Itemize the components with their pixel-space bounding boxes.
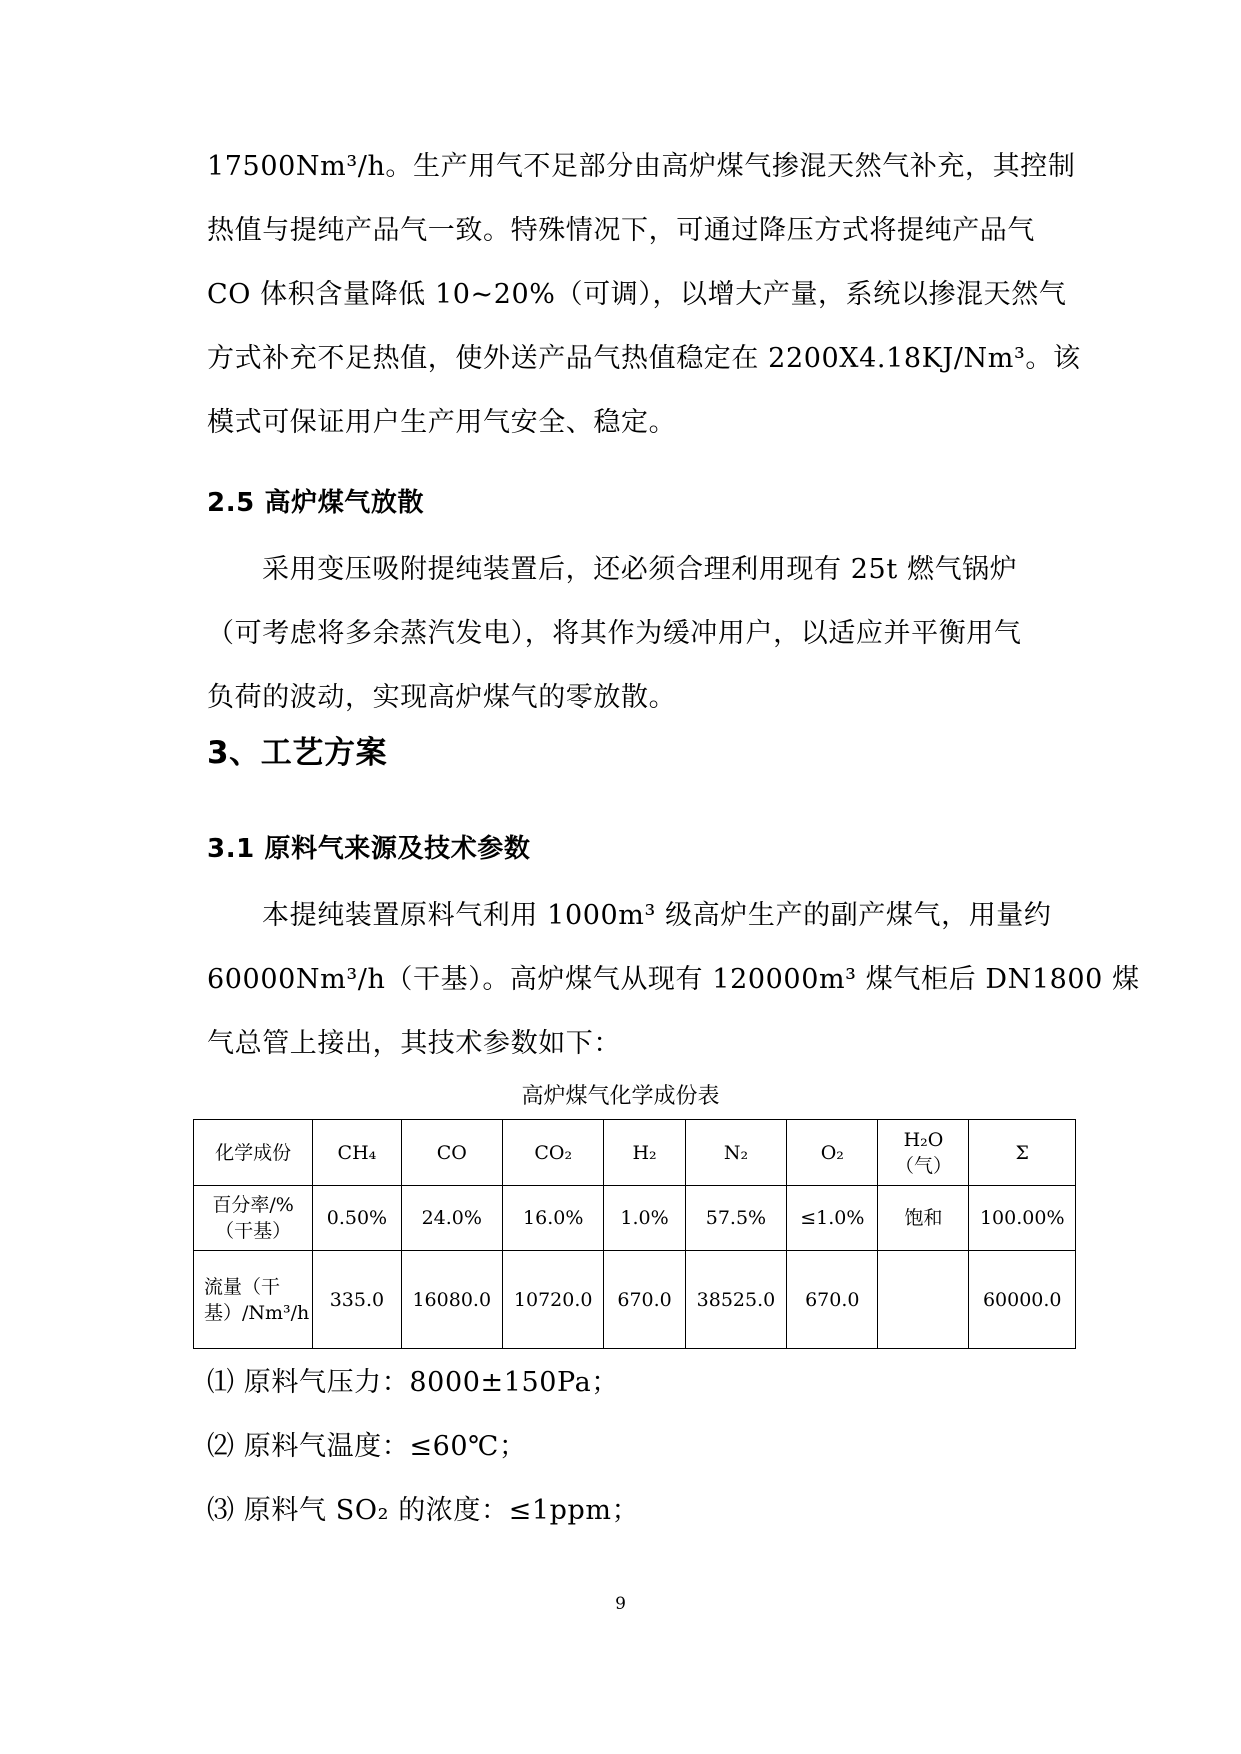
table-header-cell: O₂ xyxy=(787,1120,878,1186)
table-cell: 670.0 xyxy=(787,1251,878,1349)
table-header-cell: H₂ xyxy=(604,1120,685,1186)
paragraph-line: 采用变压吸附提纯装置后，还必须合理利用现有 25t 燃气锅炉 xyxy=(262,554,1018,585)
table-header-cell: CH₄ xyxy=(313,1120,401,1186)
table-cell: 57.5% xyxy=(685,1186,786,1251)
table-cell: 饱和 xyxy=(878,1186,969,1251)
table-header-cell: CO xyxy=(401,1120,502,1186)
section-heading-2-5: 2.5 高炉煤气放散 xyxy=(207,488,425,518)
table-header-cell: Σ xyxy=(969,1120,1076,1186)
paragraph-line: （可考虑将多余蒸汽发电），将其作为缓冲用户，以适应并平衡用气 xyxy=(207,618,1022,649)
table-cell: 24.0% xyxy=(401,1186,502,1251)
table-cell: 60000.0 xyxy=(969,1251,1076,1349)
paragraph-line: CO 体积含量降低 10~20%（可调），以增大产量，系统以掺混天然气 xyxy=(207,279,1067,310)
table-cell xyxy=(878,1251,969,1349)
table-cell: 1.0% xyxy=(604,1186,685,1251)
table-cell: 10720.0 xyxy=(502,1251,603,1349)
chemical-composition-table xyxy=(193,1119,1076,1349)
table-cell: 16.0% xyxy=(502,1186,603,1251)
paragraph-line: 方式补充不足热值，使外送产品气热值稳定在 2200X4.18KJ/Nm³。该 xyxy=(207,343,1081,374)
table-cell: 100.00% xyxy=(969,1186,1076,1251)
table-header-cell: H₂O（气） xyxy=(878,1120,969,1186)
paragraph-line: 17500Nm³/h。生产用气不足部分由高炉煤气掺混天然气补充，其控制 xyxy=(207,151,1076,182)
table-row-label: 百分率/%（干基） xyxy=(194,1186,313,1251)
table-header-cell: 化学成份 xyxy=(194,1120,313,1186)
table-row-label: 流量（干基）/Nm³/h xyxy=(194,1251,313,1349)
paragraph-line: 气总管上接出，其技术参数如下： xyxy=(207,1028,621,1059)
table-header-cell: N₂ xyxy=(685,1120,786,1186)
table-row xyxy=(194,1251,1076,1349)
table-cell: 16080.0 xyxy=(401,1251,502,1349)
section-heading-3-1: 3.1 原料气来源及技术参数 xyxy=(207,834,531,864)
table-row xyxy=(194,1186,1076,1251)
chapter-heading-3: 3、工艺方案 xyxy=(207,735,388,771)
paragraph-line: 60000Nm³/h（干基）。高炉煤气从现有 120000m³ 煤气柜后 DN1800 煤 xyxy=(207,964,1140,995)
table-cell: 38525.0 xyxy=(685,1251,786,1349)
table-cell: 0.50% xyxy=(313,1186,401,1251)
table-cell: 335.0 xyxy=(313,1251,401,1349)
list-item: ⑵ 原料气温度：≤60℃； xyxy=(207,1431,527,1462)
table-header-cell: CO₂ xyxy=(502,1120,603,1186)
page-number: 9 xyxy=(615,1594,626,1614)
table-cell: ≤1.0% xyxy=(787,1186,878,1251)
table-header-row xyxy=(194,1120,1076,1186)
table-caption: 高炉煤气化学成份表 xyxy=(521,1084,720,1109)
paragraph-line: 负荷的波动，实现高炉煤气的零放散。 xyxy=(207,682,677,713)
paragraph-line: 热值与提纯产品气一致。特殊情况下，可通过降压方式将提纯产品气 xyxy=(207,215,1035,246)
table-cell: 670.0 xyxy=(604,1251,685,1349)
list-item: ⑴ 原料气压力：8000±150Pa； xyxy=(207,1367,619,1398)
list-item: ⑶ 原料气 SO₂ 的浓度：≤1ppm； xyxy=(207,1495,640,1526)
paragraph-line: 本提纯装置原料气利用 1000m³ 级高炉生产的副产煤气，用量约 xyxy=(262,900,1052,931)
paragraph-line: 模式可保证用户生产用气安全、稳定。 xyxy=(207,407,677,438)
